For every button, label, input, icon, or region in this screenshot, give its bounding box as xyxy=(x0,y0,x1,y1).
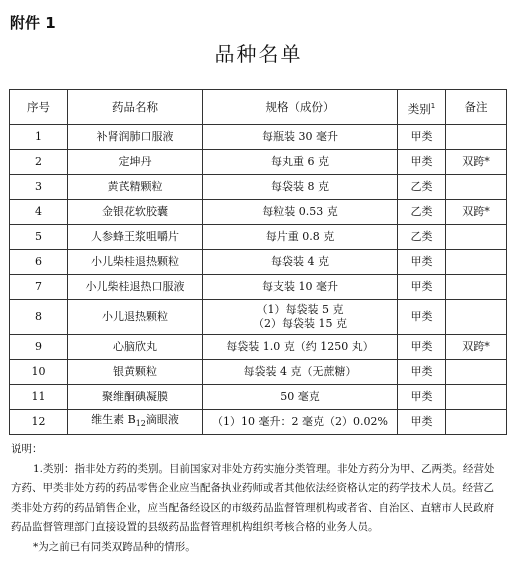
cell-name: 小儿柴桂退热颗粒 xyxy=(68,250,203,275)
table-row xyxy=(10,335,507,360)
table-row xyxy=(10,125,507,150)
cell-note xyxy=(446,275,507,300)
cell-spec: 每袋装 4 克 xyxy=(203,250,398,275)
cell-spec: 50 毫克 xyxy=(203,385,398,410)
name-pre: 维生素 B xyxy=(91,412,136,426)
name-post: 滴眼液 xyxy=(145,412,179,426)
cell-no: 5 xyxy=(10,225,68,250)
header-category xyxy=(398,90,446,125)
header-category-sup: 1 xyxy=(430,101,436,110)
cell-spec: 每袋装 8 克 xyxy=(203,175,398,200)
cell-spec xyxy=(203,300,398,335)
name-sub: 12 xyxy=(135,419,146,429)
cell-note xyxy=(446,175,507,200)
cell-category: 甲类 xyxy=(398,300,446,335)
cell-spec: 每瓶装 30 毫升 xyxy=(203,125,398,150)
cell-note xyxy=(446,410,507,435)
cell-no: 8 xyxy=(10,300,68,335)
cell-name: 聚维酮碘凝膜 xyxy=(68,385,203,410)
cell-no: 11 xyxy=(10,385,68,410)
cell-spec: （1）10 毫升：2 毫克（2）0.02% xyxy=(203,410,398,435)
table-row xyxy=(10,225,507,250)
table-row xyxy=(10,175,507,200)
attachment-label: 附件 1 xyxy=(10,14,56,32)
notes-section xyxy=(11,440,501,557)
cell-category: 乙类 xyxy=(398,175,446,200)
notes-heading: 说明： xyxy=(11,443,43,455)
header-no: 序号 xyxy=(10,90,68,125)
cell-name: 银黄颗粒 xyxy=(68,360,203,385)
cell-spec: 每粒装 0.53 克 xyxy=(203,200,398,225)
page-title: 品种名单 xyxy=(214,42,303,66)
header-category-text: 类别 xyxy=(407,101,431,116)
table-header-row xyxy=(10,90,507,125)
cell-note: 双跨* xyxy=(446,150,507,175)
cell-category: 甲类 xyxy=(398,150,446,175)
cell-category: 甲类 xyxy=(398,385,446,410)
table-row xyxy=(10,410,507,435)
cell-note xyxy=(446,385,507,410)
cell-no: 7 xyxy=(10,275,68,300)
cell-spec: 每支装 10 毫升 xyxy=(203,275,398,300)
cell-name xyxy=(68,410,203,435)
cell-no: 9 xyxy=(10,335,68,360)
cell-note xyxy=(446,225,507,250)
table-row xyxy=(10,385,507,410)
cell-spec: 每袋装 4 克（无蔗糖） xyxy=(203,360,398,385)
drug-list-table xyxy=(9,89,507,435)
cell-no: 12 xyxy=(10,410,68,435)
cell-name: 补肾润肺口服液 xyxy=(68,125,203,150)
table-row xyxy=(10,360,507,385)
header-spec: 规格（成份） xyxy=(203,90,398,125)
cell-name: 定坤丹 xyxy=(68,150,203,175)
cell-no: 3 xyxy=(10,175,68,200)
cell-spec: 每袋装 1.0 克（约 1250 丸） xyxy=(203,335,398,360)
cell-note xyxy=(446,300,507,335)
cell-note: 双跨* xyxy=(446,200,507,225)
cell-category: 乙类 xyxy=(398,225,446,250)
header-name: 药品名称 xyxy=(68,90,203,125)
cell-name: 心脑欣丸 xyxy=(68,335,203,360)
cell-note xyxy=(446,360,507,385)
cell-name: 金银花软胶囊 xyxy=(68,200,203,225)
cell-name: 人参蜂王浆咀嚼片 xyxy=(68,225,203,250)
cell-note: 双跨* xyxy=(446,335,507,360)
cell-no: 6 xyxy=(10,250,68,275)
cell-no: 10 xyxy=(10,360,68,385)
cell-spec: 每丸重 6 克 xyxy=(203,150,398,175)
table-row xyxy=(10,300,507,335)
cell-note xyxy=(446,125,507,150)
spec-line-1: （1）每袋装 5 克 xyxy=(256,303,344,316)
cell-no: 4 xyxy=(10,200,68,225)
table-row xyxy=(10,250,507,275)
cell-name: 黄芪精颗粒 xyxy=(68,175,203,200)
cell-name: 小儿退热颗粒 xyxy=(68,300,203,335)
cell-no: 2 xyxy=(10,150,68,175)
cell-category: 乙类 xyxy=(398,200,446,225)
cell-category: 甲类 xyxy=(398,410,446,435)
cell-note xyxy=(446,250,507,275)
table-row xyxy=(10,150,507,175)
cell-no: 1 xyxy=(10,125,68,150)
cell-category: 甲类 xyxy=(398,125,446,150)
cell-category: 甲类 xyxy=(398,360,446,385)
cell-category: 甲类 xyxy=(398,335,446,360)
spec-line-2: （2）每袋装 15 克 xyxy=(253,317,347,330)
table-row xyxy=(10,200,507,225)
notes-paragraph-2: *为之前已有同类双跨品种的情形。 xyxy=(33,540,196,553)
notes-paragraph-1: 1.类别：指非处方药的类别。目前国家对非处方药实施分类管理。非处方药分为甲、乙两类。经营处方药、甲类非处方药的药品零售企业应当配备执业药师或者其他依法经资格认定的药学技术人员。经营乙类非处方药的药品销售企业，应当配备经设区的市级药品监督管理机构或者省、自治区、直辖市人民政府药品监督管理部门直接设置的县级药品监督管理机构组织考核合格的业务人员。 xyxy=(11,462,495,533)
cell-category: 甲类 xyxy=(398,275,446,300)
cell-category: 甲类 xyxy=(398,250,446,275)
header-note: 备注 xyxy=(446,90,507,125)
cell-spec: 每片重 0.8 克 xyxy=(203,225,398,250)
cell-name: 小儿柴桂退热口服液 xyxy=(68,275,203,300)
table-row xyxy=(10,275,507,300)
